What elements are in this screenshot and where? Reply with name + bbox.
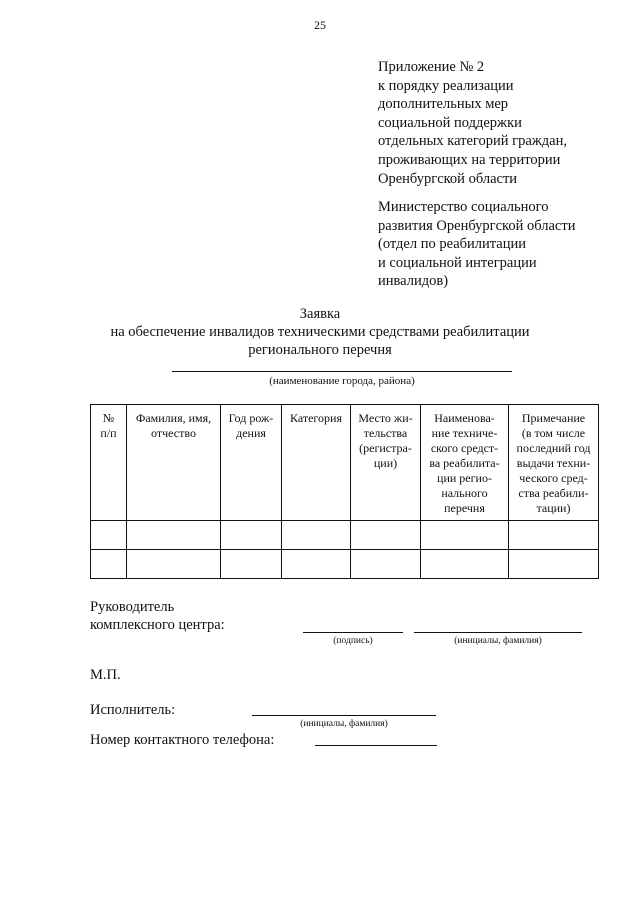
appendix-line: дополнительных мер [378,96,509,113]
addressee-line: (отдел по реабилитации [378,236,527,253]
appendix-line: проживающих на территории [378,151,561,168]
header-note: Примечание (в том числе последний год выдачи техни- ческого сред- ства реабили- тации) [509,405,599,521]
city-underline [172,371,512,372]
table-cell[interactable] [91,550,127,579]
head-initials-field[interactable] [414,632,582,633]
table-row [91,550,599,579]
header-category: Категория [282,405,351,521]
table-cell[interactable] [421,521,509,550]
city-caption: (наименование города, района) [269,375,415,387]
head-initials-caption: (инициалы, фамилия) [454,636,542,646]
stamp-label: М.П. [90,667,121,683]
phone-label: Номер контактного телефона: [90,732,275,748]
signature-caption: (подпись) [333,636,373,646]
executor-field[interactable] [252,715,436,716]
appendix-line: к порядку реализации [378,77,514,94]
title-line: на обеспечение инвалидов техническими средствами реабилитации [110,324,530,340]
table-cell[interactable] [351,521,421,550]
executor-label: Исполнитель: [90,702,176,718]
head-label-line2: комплексного центра: [90,617,225,633]
header-aid-name: Наименова- ние техниче- ского средст- ва реабилита- ции регио- нального перечня [421,405,509,521]
phone-field[interactable] [315,745,437,746]
header-full-name: Фамилия, имя, отчество [127,405,221,521]
appendix-line: социальной поддержки [378,114,522,131]
table-row [91,521,599,550]
table-cell[interactable] [127,521,221,550]
executor-caption: (инициалы, фамилия) [300,719,388,729]
signature-field[interactable] [303,632,403,633]
table-cell[interactable] [91,521,127,550]
table-cell[interactable] [221,521,282,550]
page-number: 25 [314,18,326,32]
appendix-line: отдельных категорий граждан, [378,133,567,150]
table-cell[interactable] [509,521,599,550]
document-title [0,305,640,359]
table-cell[interactable] [221,550,282,579]
table-cell[interactable] [282,521,351,550]
appendix-line: Оренбургской области [378,170,518,187]
table-cell[interactable] [509,550,599,579]
title-heading: Заявка [299,306,341,322]
table-header-row [91,405,599,521]
table-cell[interactable] [421,550,509,579]
appendix-block [378,58,567,188]
table-cell[interactable] [282,550,351,579]
addressee-line: и социальной интеграции [378,254,537,271]
table-cell[interactable] [127,550,221,579]
header-number: № п/п [91,405,127,521]
request-table [90,404,599,579]
addressee-line: Министерство социального [378,199,549,215]
header-residence: Место жи- тельства (регистра- ции) [351,405,421,521]
title-line: регионального перечня [248,342,392,358]
header-birth-year: Год рож- дения [221,405,282,521]
table-cell[interactable] [351,550,421,579]
addressee-line: инвалидов) [378,273,449,290]
addressee-block [378,198,575,291]
appendix-line: Приложение № 2 [378,59,485,75]
head-label-line1: Руководитель [90,599,175,615]
addressee-line: развития Оренбургской области [378,217,576,234]
